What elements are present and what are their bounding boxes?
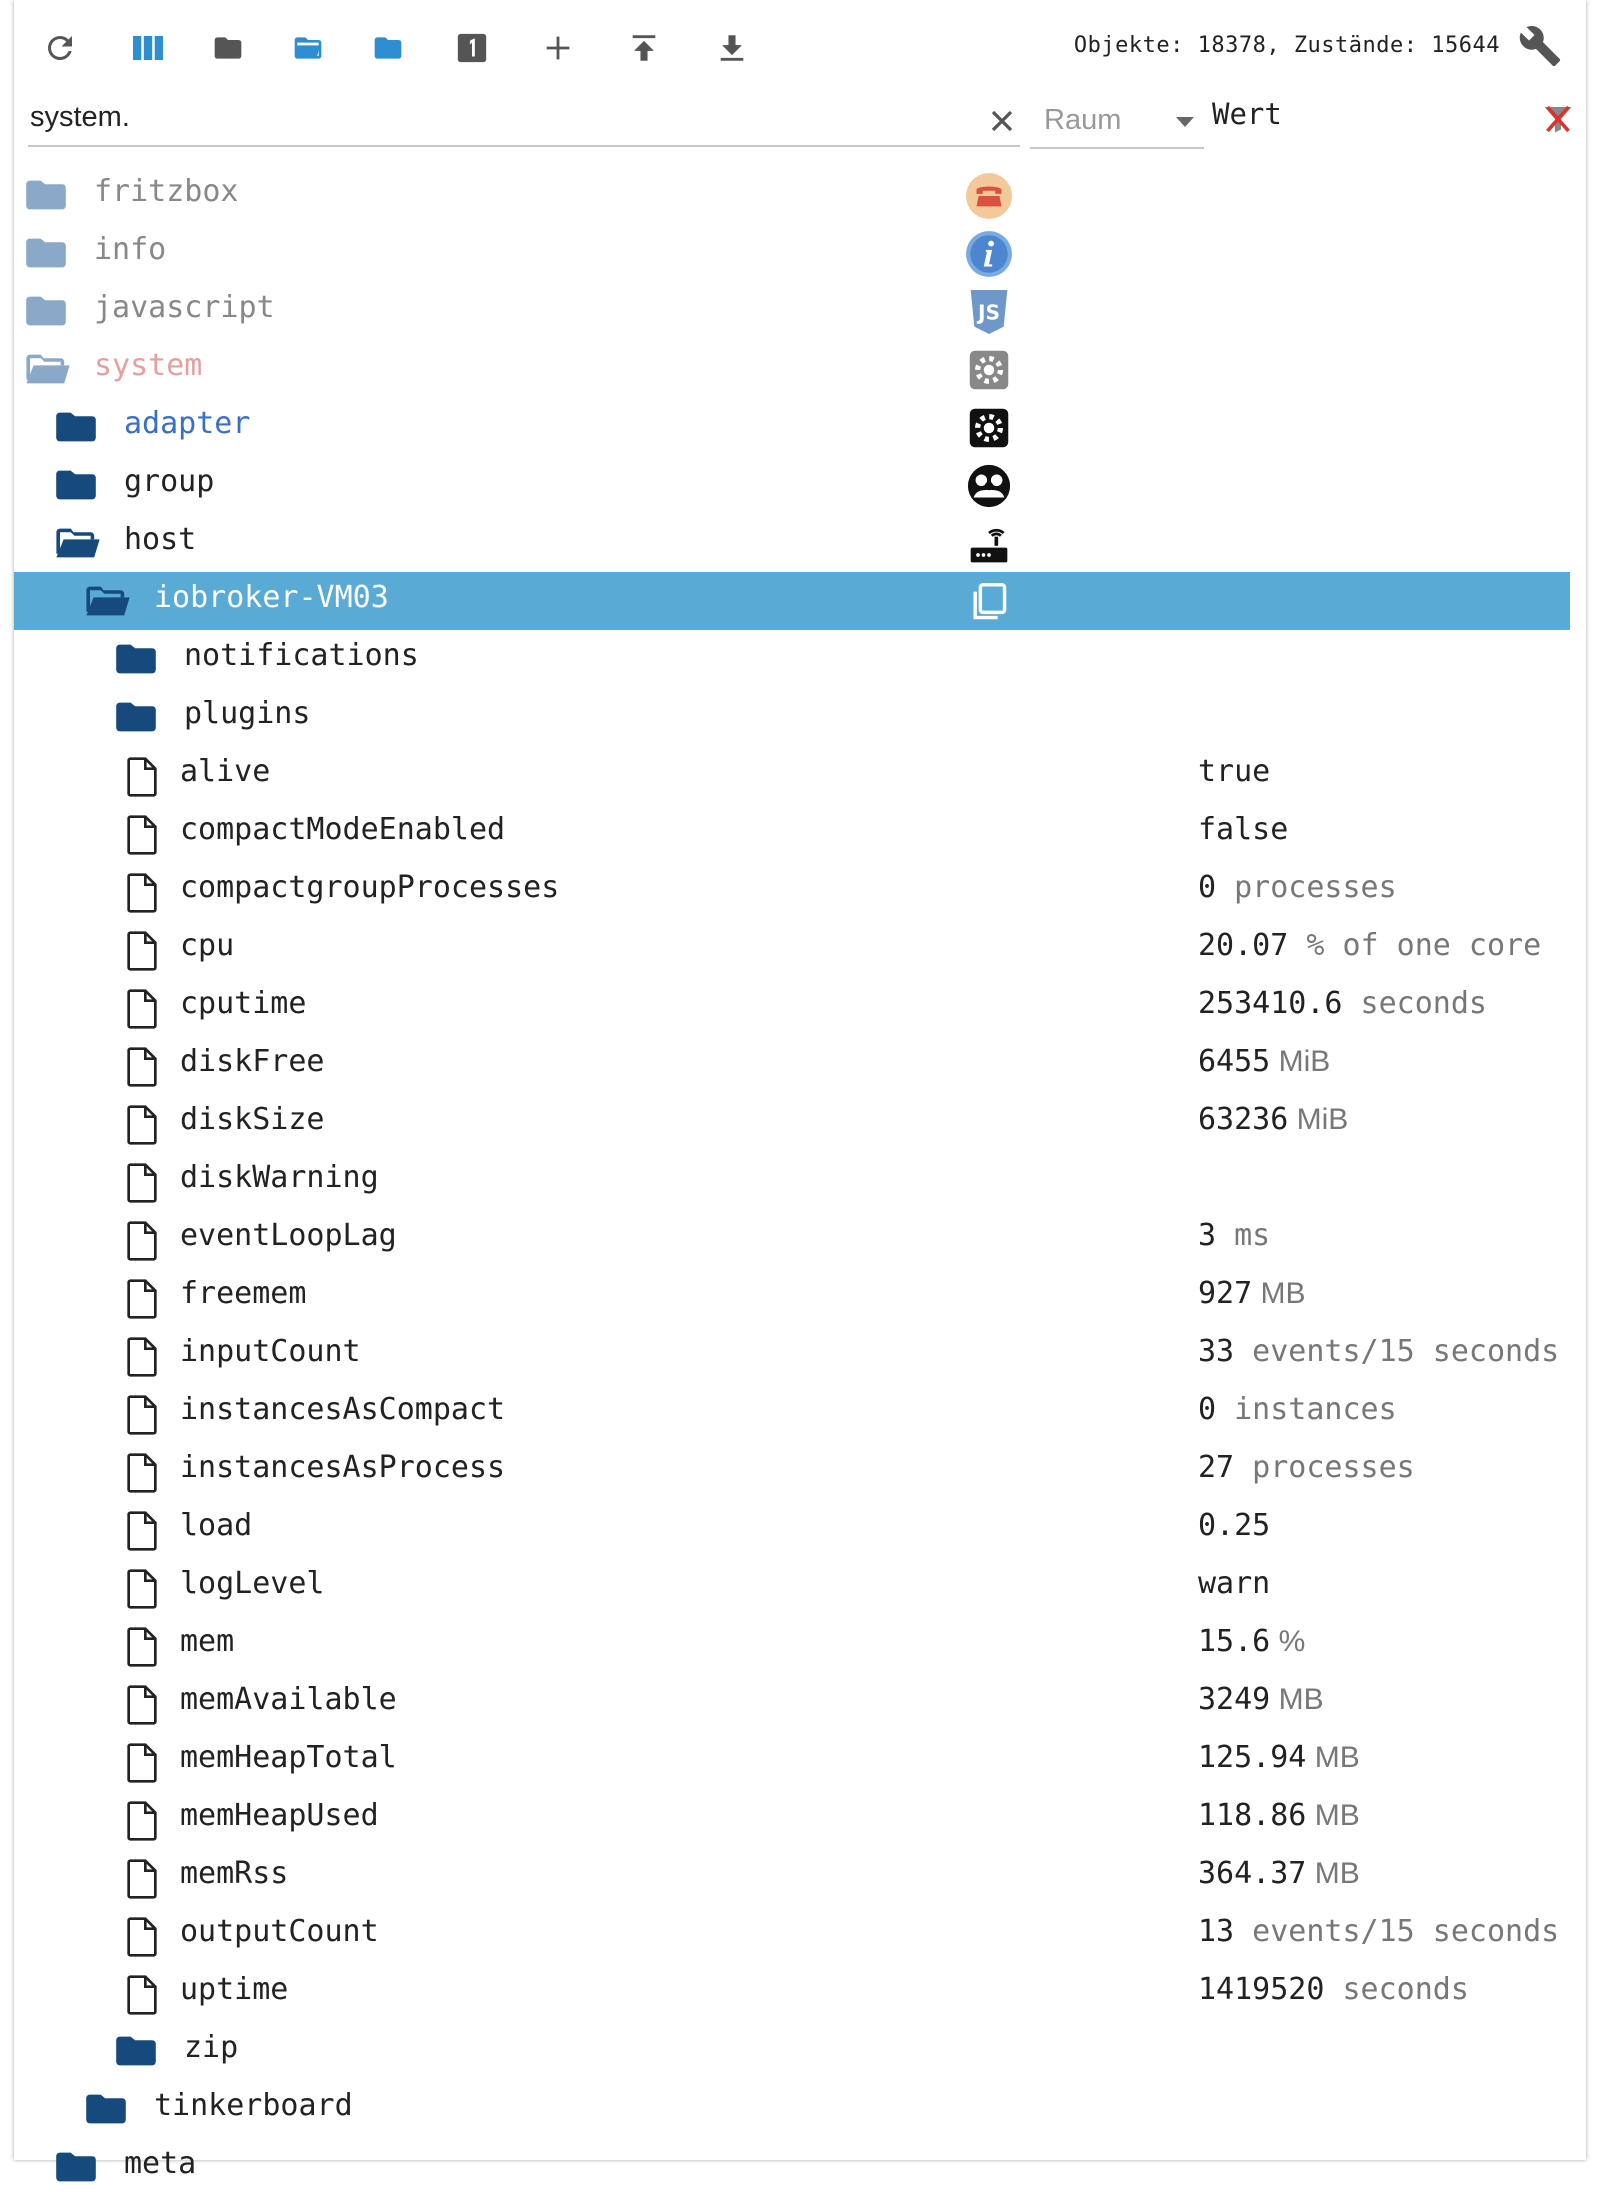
- state-value[interactable]: [1198, 1740, 1360, 1775]
- refresh-icon[interactable]: [36, 24, 84, 72]
- value-unit: MiB: [1270, 1045, 1331, 1078]
- file-icon: [124, 1395, 168, 1431]
- file-icon: [124, 1163, 168, 1199]
- tree-label: diskSize: [180, 1102, 325, 1137]
- value-number: true: [1198, 754, 1271, 789]
- value-number: 253410.6: [1198, 986, 1343, 1021]
- clear-filter-icon[interactable]: [1540, 101, 1576, 137]
- tree-row-memHeapTotal[interactable]: [14, 1732, 1570, 1790]
- tree-label: cpu: [180, 928, 235, 963]
- tree-row-plugins[interactable]: [14, 688, 1570, 746]
- file-icon: [124, 1685, 168, 1721]
- state-value[interactable]: [1198, 986, 1487, 1021]
- tree-label: info: [94, 232, 167, 267]
- value-unit: seconds: [1324, 1972, 1469, 2007]
- tree-label: diskWarning: [180, 1160, 379, 1195]
- tree-label: mem: [180, 1624, 235, 1659]
- value-unit: MB: [1306, 1857, 1360, 1890]
- tree-row-diskWarning[interactable]: [14, 1152, 1570, 1210]
- value-number: warn: [1198, 1566, 1271, 1601]
- state-value[interactable]: [1198, 1044, 1330, 1079]
- tree-label: compactgroupProcesses: [180, 870, 560, 905]
- tree-label: memRss: [180, 1856, 289, 1891]
- upload-icon[interactable]: [620, 24, 668, 72]
- tree-label: javascript: [94, 290, 275, 325]
- folder-icon: [114, 2033, 158, 2069]
- folder-icon: [24, 177, 68, 213]
- file-icon: [124, 1453, 168, 1489]
- value-number: 927: [1198, 1276, 1253, 1311]
- tree-row-logLevel[interactable]: [14, 1558, 1570, 1616]
- search-input[interactable]: [28, 95, 1020, 147]
- tree-label: inputCount: [180, 1334, 361, 1369]
- tree-row-alive[interactable]: [14, 746, 1570, 804]
- folder-icon: [24, 293, 68, 329]
- tree-label: memHeapTotal: [180, 1740, 397, 1775]
- tree-row-inputCount[interactable]: [14, 1326, 1570, 1384]
- value-unit: processes: [1234, 1450, 1415, 1485]
- tree-label: host: [124, 522, 197, 557]
- tree-row-info[interactable]: [14, 224, 1570, 282]
- fritzbox-icon: [964, 171, 1014, 221]
- value-unit: % of one core: [1288, 928, 1542, 963]
- tree-row-adapter[interactable]: [14, 398, 1570, 456]
- state-value[interactable]: [1198, 1218, 1270, 1253]
- folder-icon: [54, 409, 98, 445]
- tree-row-cputime[interactable]: [14, 978, 1570, 1036]
- state-value[interactable]: [1198, 1682, 1324, 1717]
- value-unit: ms: [1216, 1218, 1271, 1253]
- one-level-icon[interactable]: [448, 24, 496, 72]
- value-number: 364.37: [1198, 1856, 1307, 1891]
- tree-row-cpu[interactable]: [14, 920, 1570, 978]
- tree-label: diskFree: [180, 1044, 325, 1079]
- value-unit: MB: [1306, 1741, 1360, 1774]
- value-number: 125.94: [1198, 1740, 1307, 1775]
- toolbar: [14, 0, 1586, 95]
- tree-label: uptime: [180, 1972, 289, 2007]
- state-value[interactable]: [1198, 1334, 1559, 1369]
- info-icon: [964, 229, 1014, 279]
- tree-label: alive: [180, 754, 271, 789]
- value-number: 3249: [1198, 1682, 1271, 1717]
- tree-row-group[interactable]: [14, 456, 1570, 514]
- clear-icon[interactable]: [984, 103, 1020, 139]
- file-icon: [124, 1917, 168, 1953]
- tree-row-fritzbox[interactable]: [14, 166, 1570, 224]
- value-number: 15.6: [1198, 1624, 1271, 1659]
- object-count: Objekte: 18378, Zustände: 15644: [1073, 33, 1500, 58]
- file-icon: [124, 815, 168, 851]
- object-browser-panel: [14, 0, 1586, 2181]
- value-number: 33: [1198, 1334, 1235, 1369]
- tree-row-instancesAsProcess[interactable]: [14, 1442, 1570, 1500]
- search-value[interactable]: system.: [30, 101, 130, 133]
- file-icon: [124, 1743, 168, 1779]
- value-unit: MB: [1306, 1799, 1360, 1832]
- value-number: 63236: [1198, 1102, 1289, 1137]
- tree-row-memRss[interactable]: [14, 1848, 1570, 1906]
- tree-label: cputime: [180, 986, 307, 1021]
- system-icon: [964, 345, 1014, 395]
- chevron-down-icon: [1176, 117, 1194, 127]
- tree-row-memHeapUsed[interactable]: [14, 1790, 1570, 1848]
- tree-label: instancesAsProcess: [180, 1450, 506, 1485]
- folder-open-icon: [54, 525, 98, 561]
- columns-icon[interactable]: [124, 24, 172, 72]
- tree-row-outputCount[interactable]: [14, 1906, 1570, 1964]
- value-number: 13: [1198, 1914, 1235, 1949]
- file-icon: [124, 1801, 168, 1837]
- folder-icon: [114, 699, 158, 735]
- state-value[interactable]: [1198, 870, 1397, 905]
- folder-closed-icon[interactable]: [204, 24, 252, 72]
- file-icon: [124, 1975, 168, 2011]
- adapter-icon: [964, 403, 1014, 453]
- value-number: 20.07: [1198, 928, 1289, 963]
- tree-label: meta: [124, 2146, 197, 2181]
- file-icon: [124, 989, 168, 1025]
- tree-row-diskSize[interactable]: [14, 1094, 1570, 1152]
- tree-label: iobroker-VM03: [154, 580, 389, 615]
- value-unit: MB: [1270, 1683, 1324, 1716]
- value-unit: MB: [1252, 1277, 1306, 1310]
- file-icon: [124, 1569, 168, 1605]
- folder-icon: [84, 2091, 128, 2127]
- state-value[interactable]: [1198, 1972, 1469, 2007]
- folder-icon: [54, 467, 98, 503]
- filter-row: [14, 95, 1586, 155]
- file-icon: [124, 873, 168, 909]
- value-unit: instances: [1216, 1392, 1397, 1427]
- tree-label: plugins: [184, 696, 311, 731]
- room-placeholder: Raum: [1044, 104, 1122, 136]
- room-select[interactable]: [1030, 95, 1204, 149]
- javascript-icon: [964, 287, 1014, 337]
- download-icon[interactable]: [708, 24, 756, 72]
- tree-row-system[interactable]: [14, 340, 1570, 398]
- folder-icon: [114, 641, 158, 677]
- state-value[interactable]: [1198, 1566, 1270, 1601]
- wrench-icon[interactable]: [1516, 22, 1564, 70]
- tree-label: outputCount: [180, 1914, 379, 1949]
- tree-row-compactModeEnabled[interactable]: [14, 804, 1570, 862]
- value-number: 0.25: [1198, 1508, 1271, 1543]
- tree-label: memHeapUsed: [180, 1798, 379, 1833]
- file-icon: [124, 1511, 168, 1547]
- tree-label: notifications: [184, 638, 419, 673]
- tree-row-zip[interactable]: [14, 2022, 1570, 2080]
- tree-row-host[interactable]: [14, 514, 1570, 572]
- value-unit: events/15 seconds: [1234, 1914, 1560, 1949]
- value-unit: MiB: [1288, 1103, 1349, 1136]
- value-unit: events/15 seconds: [1234, 1334, 1560, 1369]
- value-number: 0: [1198, 870, 1217, 905]
- tree-row-freemem[interactable]: [14, 1268, 1570, 1326]
- file-icon: [124, 1105, 168, 1141]
- state-value[interactable]: [1198, 812, 1288, 847]
- tree-label: adapter: [124, 406, 251, 441]
- tree-row-iobroker-VM03[interactable]: [14, 572, 1570, 630]
- tree-row-eventLoopLag[interactable]: [14, 1210, 1570, 1268]
- tree-row-mem[interactable]: [14, 1616, 1570, 1674]
- state-value[interactable]: [1198, 754, 1270, 789]
- tree-label: load: [180, 1508, 253, 1543]
- file-icon: [124, 1047, 168, 1083]
- state-value[interactable]: [1198, 1914, 1559, 1949]
- tree-label: logLevel: [180, 1566, 325, 1601]
- state-value[interactable]: [1198, 1276, 1306, 1311]
- value-column-header: Wert: [1212, 97, 1282, 131]
- value-number: 1419520: [1198, 1972, 1325, 2007]
- group-icon: [964, 461, 1014, 511]
- folder-open-icon: [24, 351, 68, 387]
- host-icon: [964, 519, 1014, 569]
- state-value[interactable]: [1198, 1450, 1415, 1485]
- file-icon: [124, 1337, 168, 1373]
- tree-label: instancesAsCompact: [180, 1392, 506, 1427]
- state-value[interactable]: [1198, 1392, 1397, 1427]
- value-unit: %: [1270, 1625, 1306, 1658]
- folder-blue-icon[interactable]: [364, 24, 412, 72]
- svg-text:JS: JS: [977, 300, 1001, 325]
- value-unit: seconds: [1342, 986, 1487, 1021]
- tree-row-notifications[interactable]: [14, 630, 1570, 688]
- add-icon[interactable]: [534, 24, 582, 72]
- file-icon: [124, 1627, 168, 1663]
- state-value[interactable]: [1198, 1624, 1305, 1659]
- state-value[interactable]: [1198, 1856, 1360, 1891]
- value-number: 118.86: [1198, 1798, 1307, 1833]
- folder-icon: [54, 2149, 98, 2185]
- tree-label: system: [94, 348, 203, 383]
- tree-label: tinkerboard: [154, 2088, 353, 2123]
- value-number: 6455: [1198, 1044, 1271, 1079]
- tree-row-load[interactable]: [14, 1500, 1570, 1558]
- tree-label: group: [124, 464, 215, 499]
- tree-label: zip: [184, 2030, 239, 2065]
- folder-open-icon: [84, 583, 128, 619]
- tree-row-meta[interactable]: [14, 2138, 1570, 2196]
- value-number: 27: [1198, 1450, 1235, 1485]
- tree-label: eventLoopLag: [180, 1218, 397, 1253]
- value-number: 3: [1198, 1218, 1217, 1253]
- tree-label: memAvailable: [180, 1682, 397, 1717]
- state-value[interactable]: [1198, 928, 1541, 963]
- tree-label: compactModeEnabled: [180, 812, 506, 847]
- file-icon: [124, 757, 168, 793]
- state-value[interactable]: [1198, 1102, 1348, 1137]
- value-number: 0: [1198, 1392, 1217, 1427]
- folder-open-icon[interactable]: [284, 24, 332, 72]
- state-value[interactable]: [1198, 1508, 1270, 1543]
- folder-icon: [24, 235, 68, 271]
- tree-row-diskFree[interactable]: [14, 1036, 1570, 1094]
- state-value[interactable]: [1198, 1798, 1360, 1833]
- tree-row-javascript[interactable]: [14, 282, 1570, 340]
- value-unit: processes: [1216, 870, 1397, 905]
- tree-row-memAvailable[interactable]: [14, 1674, 1570, 1732]
- tree-label: freemem: [180, 1276, 307, 1311]
- copy-icon[interactable]: [964, 577, 1014, 627]
- tree-row-instancesAsCompact[interactable]: [14, 1384, 1570, 1442]
- file-icon: [124, 1221, 168, 1257]
- tree-row-tinkerboard[interactable]: [14, 2080, 1570, 2138]
- tree-row-uptime[interactable]: [14, 1964, 1570, 2022]
- tree-label: fritzbox: [94, 174, 239, 209]
- tree-row-compactgroupProcesses[interactable]: [14, 862, 1570, 920]
- file-icon: [124, 1859, 168, 1895]
- file-icon: [124, 1279, 168, 1315]
- value-number: false: [1198, 812, 1289, 847]
- file-icon: [124, 931, 168, 967]
